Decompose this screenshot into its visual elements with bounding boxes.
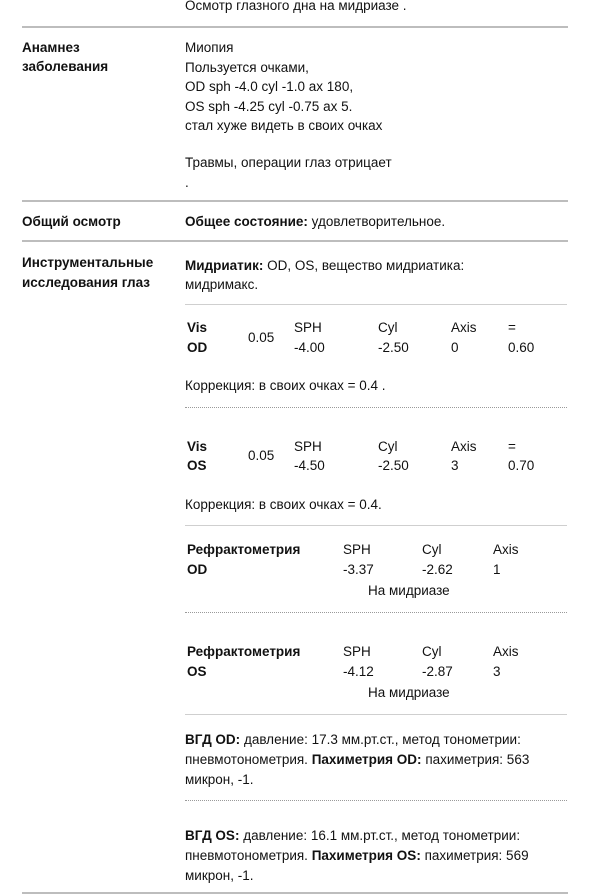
refr-od-axis: 1 [493, 562, 501, 577]
anamnesis-label-1: Анамнез [22, 40, 80, 55]
sub-divider [185, 714, 567, 715]
vis-os-cyl-label: Cyl [378, 439, 398, 454]
refr-od-cyl-label: Cyl [422, 542, 442, 557]
refr-od-label-2: OD [187, 562, 208, 577]
vis-os-cyl: -2.50 [378, 458, 409, 473]
vis-os-result: 0.70 [508, 458, 535, 473]
vis-od-cyl: -2.50 [378, 340, 409, 355]
trauma-line: Травмы, операции глаз отрицает [185, 155, 392, 170]
mydriatic-key: Мидриатик: [185, 258, 264, 273]
refr-os-cyl-label: Cyl [422, 644, 442, 659]
vgd-od-key: ВГД OD: [185, 732, 241, 747]
vgd-os-key: ВГД OS: [185, 828, 240, 843]
refr-os-label-2: OS [187, 664, 207, 679]
sub-divider [185, 525, 567, 526]
refr-od-axis-label: Axis [493, 542, 519, 557]
mydriatic-line-2: мидримакс. [185, 277, 259, 292]
vis-os-sph-label: SPH [294, 439, 322, 454]
trailing-dot: . [185, 175, 189, 190]
vis-od-value: 0.05 [248, 330, 275, 345]
mydriatic-value: OD, OS, вещество мидриатика: [263, 258, 465, 273]
section-divider [22, 240, 568, 242]
general-state-key: Общее состояние: [185, 214, 308, 229]
sub-divider [185, 800, 567, 801]
general-label: Общий осмотр [22, 214, 121, 229]
vis-os-axis-label: Axis [451, 439, 477, 454]
anamnesis-text [185, 38, 382, 136]
anamnesis-line: Миопия [185, 40, 234, 55]
sub-divider [185, 612, 567, 613]
anamnesis-line: OD sph -4.0 cyl -1.0 ax 180, [185, 79, 354, 94]
pachymetry-os-text: пахиметрия: 569 микрон, -1. [185, 848, 529, 883]
vis-od-correction: Коррекция: в своих очках = 0.4 . [185, 378, 386, 393]
vis-os-axis: 3 [451, 458, 459, 473]
vis-od-axis: 0 [451, 340, 459, 355]
section-divider [22, 892, 568, 894]
vgd-od-text: давление: 17.3 мм.рт.ст., метод тонометрии: пневмотонометрия. [185, 732, 521, 767]
pachymetry-od-text: пахиметрия: 563 микрон, -1. [185, 752, 530, 787]
vis-od-equals: = [508, 320, 516, 335]
vgd-od-paragraph [185, 730, 570, 790]
vis-od-label-2: OD [187, 340, 208, 355]
vis-od-sph-label: SPH [294, 320, 322, 335]
anamnesis-line: OS sph -4.25 cyl -0.75 ax 5. [185, 98, 353, 114]
refr-od-sph-label: SPH [343, 542, 371, 557]
refr-os-cyl: -2.87 [422, 664, 453, 679]
general-state [185, 212, 445, 231]
refr-os-sph: -4.12 [343, 664, 374, 679]
sub-divider [185, 304, 567, 305]
section-divider [22, 200, 568, 202]
vis-od-cyl-label: Cyl [378, 320, 398, 335]
anamnesis-line: Пользуется очками, [185, 59, 309, 75]
vis-od-result: 0.60 [508, 340, 535, 355]
vis-od-axis-label: Axis [451, 320, 477, 335]
general-state-value: удовлетворительное. [307, 214, 446, 229]
vis-os-equals: = [508, 439, 516, 454]
anamnesis-line: стал хуже видеть в своих очках [185, 118, 383, 133]
vis-os-sph: -4.50 [294, 458, 325, 473]
refr-od-cyl: -2.62 [422, 562, 453, 577]
section-divider [22, 26, 568, 28]
pachymetry-os-key: Пахиметрия OS: [311, 848, 421, 863]
vis-os-label-1: Vis [187, 439, 208, 454]
vis-od-sph: -4.00 [294, 340, 325, 355]
refr-os-axis-label: Axis [493, 644, 519, 659]
mydriatic-line-1 [185, 256, 464, 275]
vis-od-label-1: Vis [187, 320, 208, 335]
top-line: Осмотр глазного дна на мидриазе . [185, 0, 407, 13]
refr-os-axis: 3 [493, 664, 501, 679]
vis-os-value: 0.05 [248, 448, 275, 463]
refr-od-note: На мидриазе [368, 583, 450, 598]
sub-divider [185, 407, 567, 408]
vis-os-correction: Коррекция: в своих очках = 0.4. [185, 497, 382, 512]
refr-od-label-1: Рефрактометрия [187, 542, 301, 557]
refr-os-sph-label: SPH [343, 644, 371, 659]
instrumental-label-1: Инструментальные [22, 255, 154, 270]
vgd-os-paragraph [185, 826, 570, 886]
vgd-os-text: давление: 16.1 мм.рт.ст., метод тонометрии: пневмотонометрия. [185, 828, 521, 863]
instrumental-label-2: исследования глаз [22, 275, 150, 290]
anamnesis-label-2: заболевания [22, 59, 109, 74]
pachymetry-od-key: Пахиметрия OD: [311, 752, 422, 767]
vis-os-label-2: OS [187, 458, 207, 473]
refr-od-sph: -3.37 [343, 562, 374, 577]
refr-os-label-1: Рефрактометрия [187, 644, 301, 659]
refr-os-note: На мидриазе [368, 685, 450, 700]
